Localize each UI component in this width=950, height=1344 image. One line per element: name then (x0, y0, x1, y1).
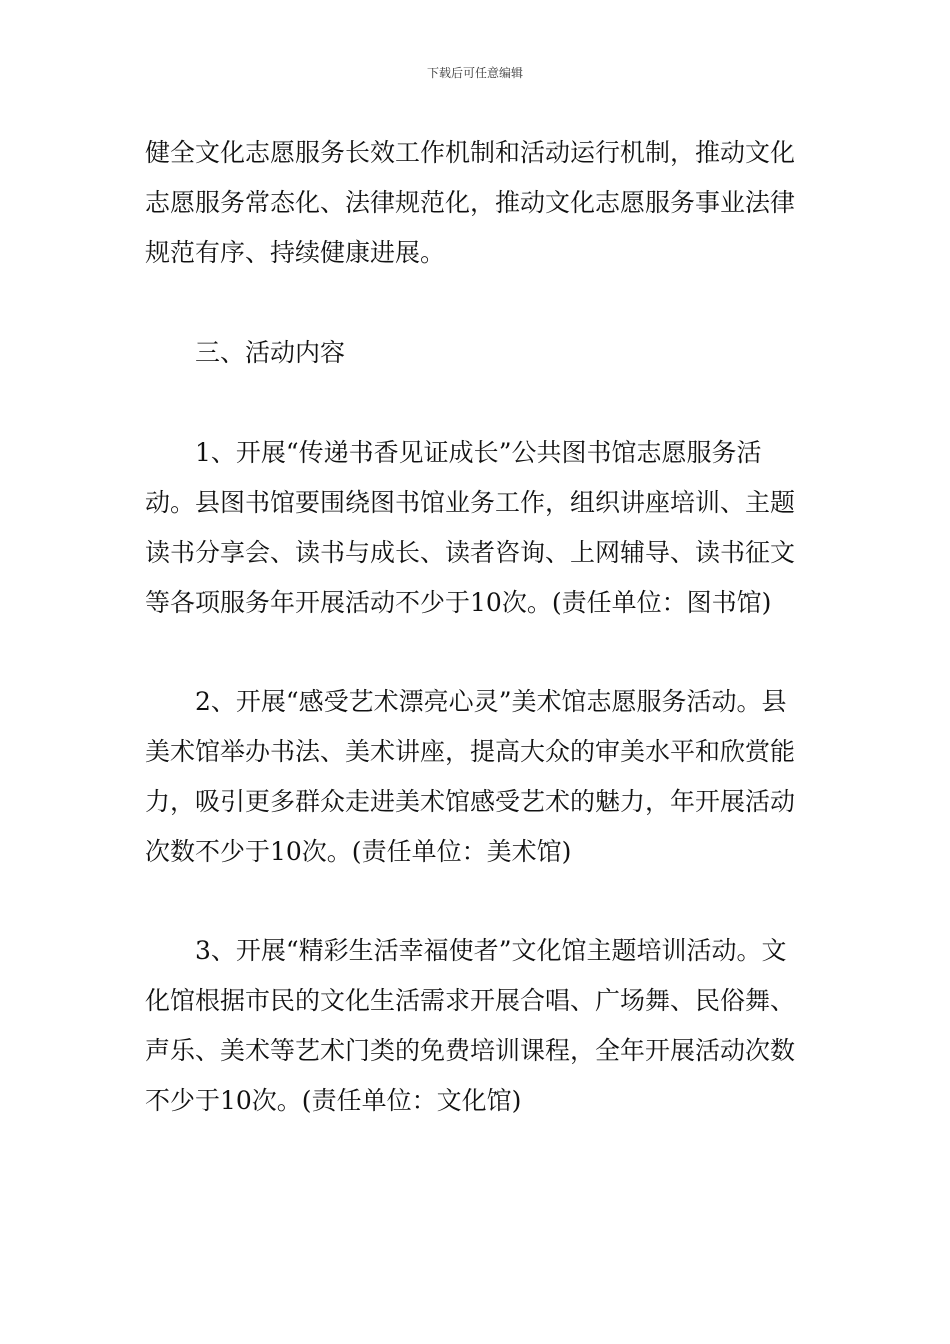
paragraph-item-1: 1、开展“传递书香见证成长”公共图书馆志愿服务活动。县图书馆要围绕图书馆业务工作，组织讲座培训、主题读书分享会、读书与成长、读者咨询、上网辅导、读书征文等各项服务年开展活动不少于10次。(责任单位：图书馆) (145, 438, 796, 617)
document-body (145, 128, 810, 1126)
paragraph-item-3: 3、开展“精彩生活幸福使者”文化馆主题培训活动。文化馆根据市民的文化生活需求开展合唱、广场舞、民俗舞、声乐、美术等艺术门类的免费培训课程，全年开展活动次数不少于10次。(责任单位：文化馆) (145, 936, 796, 1115)
paragraph-item-2: 2、开展“感受艺术漂亮心灵”美术馆志愿服务活动。县美术馆举办书法、美术讲座，提高大众的审美水平和欣赏能力，吸引更多群众走进美术馆感受艺术的魅力，年开展活动次数不少于10次。(责任单位：美术馆) (145, 687, 796, 866)
paragraph-continued: 健全文化志愿服务长效工作机制和活动运行机制，推动文化志愿服务常态化、法律规范化，推动文化志愿服务事业法律规范有序、持续健康进展。 (145, 138, 796, 267)
section-heading: 三、活动内容 (195, 338, 346, 367)
page-header: 下载后可任意编辑 (426, 66, 523, 80)
